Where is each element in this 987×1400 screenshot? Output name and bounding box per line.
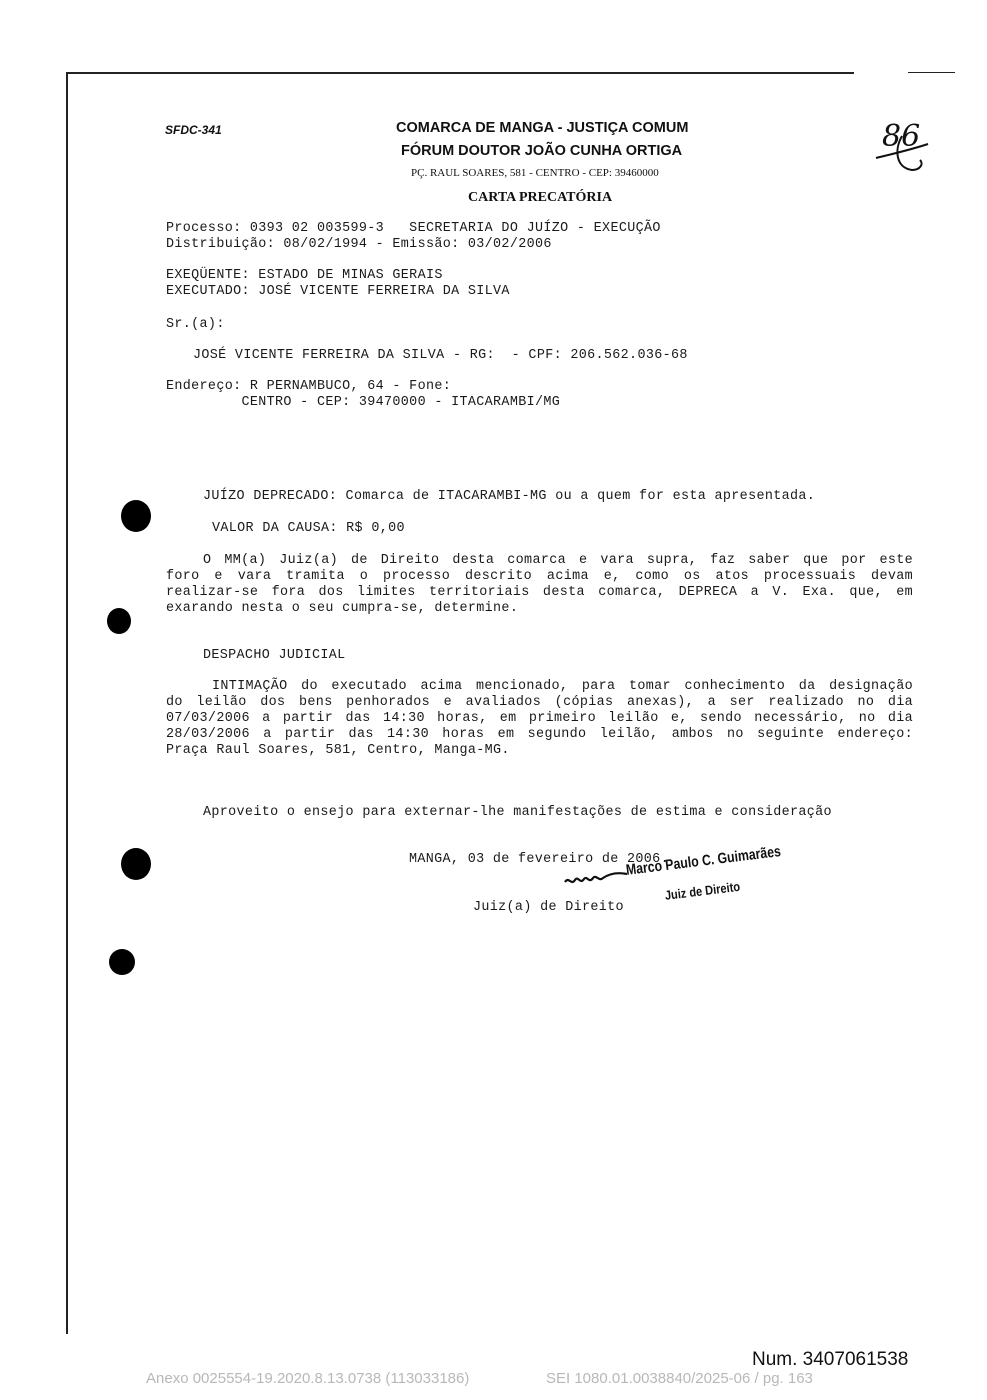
exequente-line: EXEQÜENTE: ESTADO DE MINAS GERAIS bbox=[166, 268, 443, 283]
top-border-line bbox=[66, 72, 854, 74]
paragraph-line: realizar-se fora dos limites territoriais desta comarca, DEPRECA a V. Exa. que, em bbox=[166, 585, 913, 600]
executado-line: EXECUTADO: JOSÉ VICENTE FERREIRA DA SILVA bbox=[166, 284, 510, 299]
judge-stamp-name: Marco Paulo C. Guimarães bbox=[625, 843, 782, 879]
header-address: PÇ. RAUL SOARES, 581 - CENTRO - CEP: 39460000 bbox=[411, 167, 659, 179]
svg-text:86: 86 bbox=[882, 119, 921, 154]
recipient-address-line-2: CENTRO - CEP: 39470000 - ITACARAMBI/MG bbox=[166, 395, 561, 410]
anexo-footer: Anexo 0025554-19.2020.8.13.0738 (113033186) bbox=[146, 1370, 470, 1387]
handwritten-page-number bbox=[872, 110, 932, 180]
paragraph-line: 28/03/2006 a partir das 14:30 horas em segundo leilão, ambos no seguinte endereço: bbox=[166, 727, 913, 742]
judge-role-line: Juiz(a) de Direito bbox=[473, 900, 624, 915]
process-number-line: Processo: 0393 02 003599-3 SECRETARIA DO JUÍZO - EXECUÇÃO bbox=[166, 221, 661, 236]
paragraph-line: foro e vara tramita o processo descrito acima e, como os atos processuais devam bbox=[166, 569, 913, 584]
handwritten-signature bbox=[563, 866, 633, 894]
punch-hole bbox=[121, 848, 151, 880]
header-forum-name: FÓRUM DOUTOR JOÃO CUNHA ORTIGA bbox=[401, 143, 683, 159]
paragraph-line: O MM(a) Juiz(a) de Direito desta comarca e vara supra, faz saber que por este bbox=[203, 553, 913, 568]
deprecation-paragraph bbox=[166, 553, 913, 617]
paragraph-line: do leilão dos bens penhorados e avaliados (cópias anexas), a ser realizado no dia bbox=[166, 695, 913, 710]
closing-line: Aproveito o ensejo para externar-lhe manifestações de estima e consideração bbox=[203, 805, 832, 820]
punch-hole bbox=[121, 500, 151, 532]
judge-stamp-title: Juiz de Direito bbox=[664, 878, 741, 903]
document-number: Num. 3407061538 bbox=[752, 1349, 909, 1370]
distribution-line: Distribuição: 08/02/1994 - Emissão: 03/02/2006 bbox=[166, 237, 552, 252]
despacho-title: DESPACHO JUDICIAL bbox=[203, 648, 346, 663]
document-type-title: CARTA PRECATÓRIA bbox=[468, 190, 613, 205]
recipient-name-line: JOSÉ VICENTE FERREIRA DA SILVA - RG: - CPF: 206.562.036-68 bbox=[193, 348, 688, 363]
left-border-line bbox=[66, 72, 68, 1334]
paragraph-line: exarando nesta o seu cumpra-se, determine. bbox=[166, 601, 519, 616]
sei-footer: SEI 1080.01.0038840/2025-06 / pg. 163 bbox=[546, 1370, 813, 1387]
punch-hole bbox=[109, 949, 135, 975]
place-date-line: MANGA, 03 de fevereiro de 2006. bbox=[409, 852, 669, 867]
valor-da-causa-line: VALOR DA CAUSA: R$ 0,00 bbox=[212, 521, 405, 536]
intimation-paragraph bbox=[166, 679, 913, 759]
top-border-line-right bbox=[908, 72, 955, 73]
form-code: SFDC-341 bbox=[165, 123, 222, 137]
punch-hole bbox=[107, 608, 131, 634]
paragraph-line: Praça Raul Soares, 581, Centro, Manga-MG. bbox=[166, 743, 510, 758]
salutation: Sr.(a): bbox=[166, 317, 225, 332]
recipient-address-line: Endereço: R PERNAMBUCO, 64 - Fone: bbox=[166, 379, 452, 394]
paragraph-line: 07/03/2006 a partir das 14:30 horas, em primeiro leilão e, sendo necessário, no dia bbox=[166, 711, 913, 726]
juizo-deprecado-line: JUÍZO DEPRECADO: Comarca de ITACARAMBI-MG ou a quem for esta apresentada. bbox=[203, 489, 816, 504]
header-court-name: COMARCA DE MANGA - JUSTIÇA COMUM bbox=[396, 120, 689, 136]
paragraph-line: INTIMAÇÃO do executado acima mencionado, para tomar conhecimento da designação bbox=[212, 679, 913, 694]
